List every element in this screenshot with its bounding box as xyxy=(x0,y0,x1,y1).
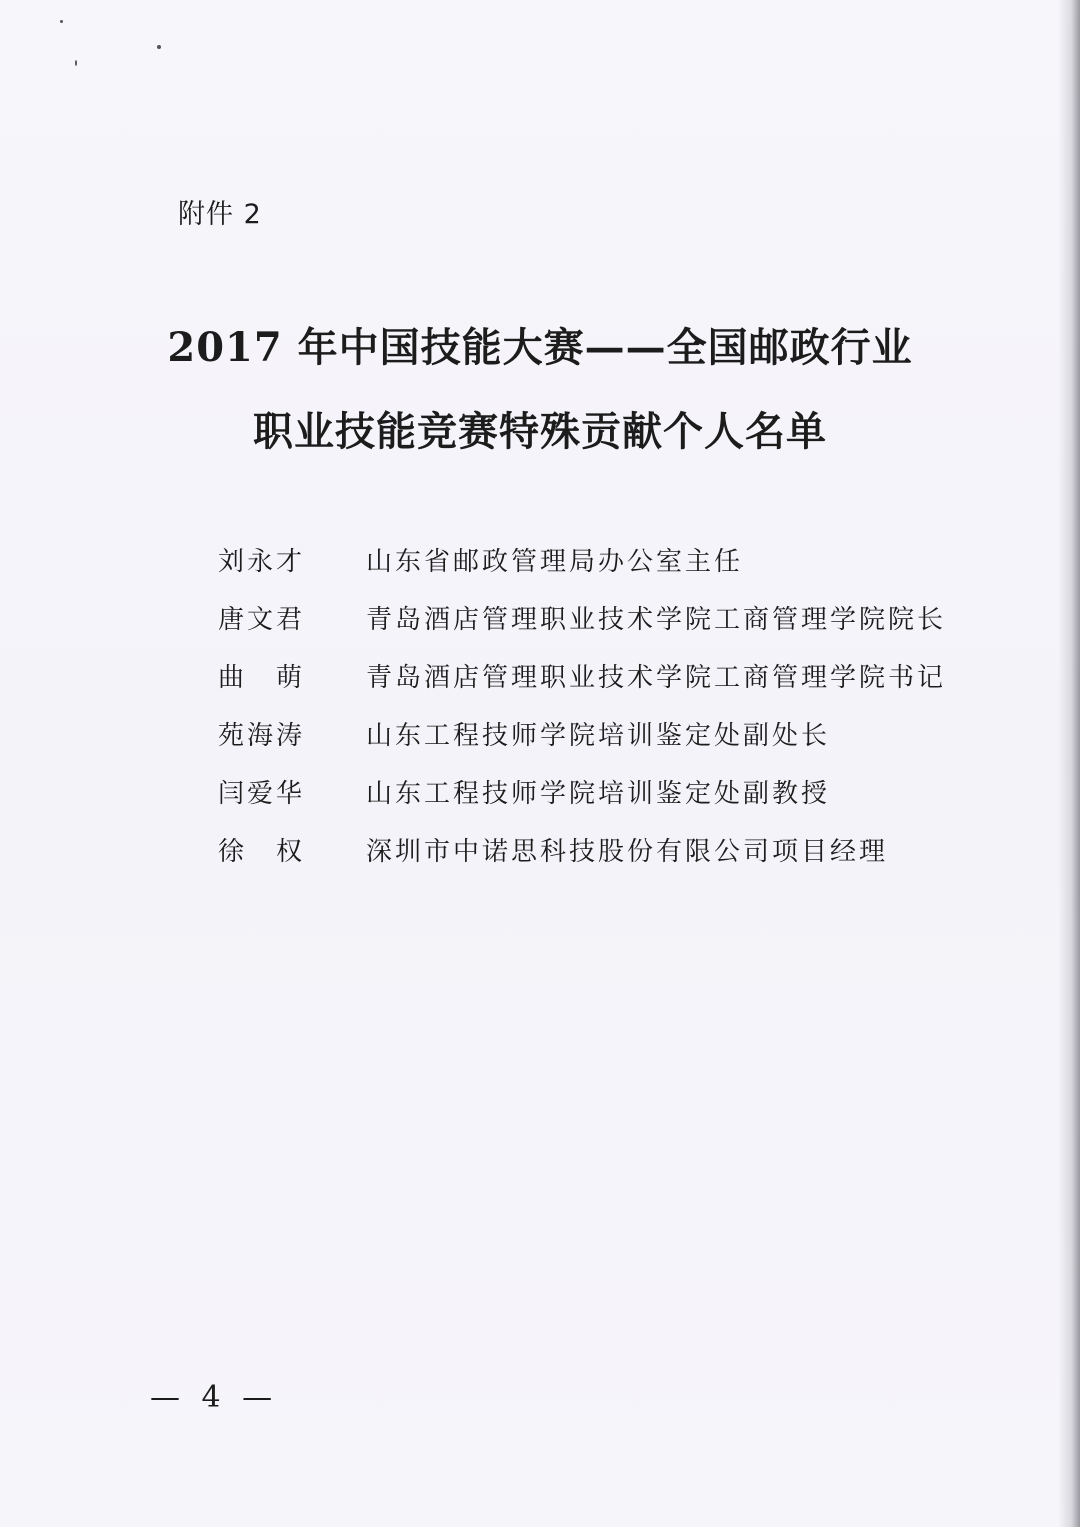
person-organization: 山东工程技师学院培训鉴定处副教授 xyxy=(366,778,831,809)
person-organization: 青岛酒店管理职业技术学院工商管理学院书记 xyxy=(366,662,947,693)
page-edge-shadow xyxy=(1058,0,1080,1527)
list-item xyxy=(218,530,978,588)
person-name: 刘永才 xyxy=(218,546,306,577)
person-name: 唐文君 xyxy=(218,604,306,635)
person-organization: 青岛酒店管理职业技术学院工商管理学院院长 xyxy=(366,604,947,635)
contributor-list xyxy=(218,530,978,878)
list-item xyxy=(218,704,978,762)
scan-speck xyxy=(60,20,63,23)
list-item xyxy=(218,762,978,820)
page-number: — 4 — xyxy=(150,1380,279,1415)
list-item xyxy=(218,588,978,646)
title-line-2: 职业技能竞赛特殊贡献个人名单 xyxy=(253,408,827,455)
title-line-1: 2017 年中国技能大赛——全国邮政行业 xyxy=(167,324,913,371)
list-item xyxy=(218,646,978,704)
person-organization: 山东工程技师学院培训鉴定处副处长 xyxy=(366,720,831,751)
list-item xyxy=(218,820,978,878)
attachment-label: 附件 2 xyxy=(178,199,262,230)
person-name: 闫爱华 xyxy=(218,778,306,809)
person-name: 曲萌 xyxy=(218,662,335,693)
scan-speck xyxy=(157,45,161,49)
person-name: 苑海涛 xyxy=(218,720,306,751)
person-organization: 深圳市中诺思科技股份有限公司项目经理 xyxy=(366,836,889,867)
person-name: 徐权 xyxy=(218,836,335,867)
scan-speck xyxy=(75,60,77,66)
person-organization: 山东省邮政管理局办公室主任 xyxy=(366,546,744,577)
